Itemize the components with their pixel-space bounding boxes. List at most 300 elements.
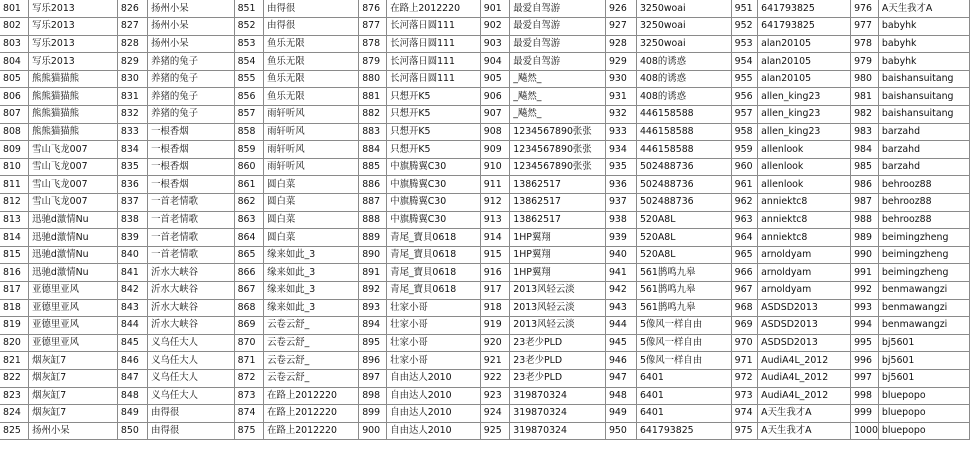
cell-index[interactable]: 931: [605, 88, 636, 106]
cell-index[interactable]: 822: [0, 369, 29, 387]
cell-username[interactable]: anniektc8: [758, 194, 851, 212]
cell-index[interactable]: 848: [117, 387, 147, 405]
cell-username[interactable]: 熊熊猫猫熊: [29, 123, 118, 141]
cell-username[interactable]: 561鹊鸣九皋: [636, 282, 731, 300]
cell-index[interactable]: 830: [117, 70, 147, 88]
cell-username[interactable]: 13862517: [510, 176, 606, 194]
cell-username[interactable]: alan20105: [758, 35, 851, 53]
cell-index[interactable]: 906: [480, 88, 510, 106]
cell-index[interactable]: 839: [117, 229, 147, 247]
cell-index[interactable]: 998: [851, 387, 879, 405]
cell-index[interactable]: 866: [234, 264, 264, 282]
cell-username[interactable]: 扬州小呆: [29, 422, 118, 440]
cell-username[interactable]: 中旗腾翼C30: [387, 194, 481, 212]
cell-username[interactable]: 鱼乐无限: [264, 70, 359, 88]
cell-index[interactable]: 954: [731, 53, 758, 71]
cell-index[interactable]: 925: [480, 422, 510, 440]
cell-index[interactable]: 993: [851, 299, 879, 317]
cell-index[interactable]: 860: [234, 158, 264, 176]
cell-username[interactable]: beimingzheng: [878, 229, 969, 247]
cell-index[interactable]: 831: [117, 88, 147, 106]
cell-username[interactable]: 沂水大峡谷: [148, 317, 234, 335]
cell-username[interactable]: 义乌任大人: [148, 334, 234, 352]
cell-username[interactable]: 5像风一样自由: [636, 352, 731, 370]
cell-username[interactable]: 只想开K5: [387, 123, 481, 141]
cell-username[interactable]: 408的诱惑: [636, 53, 731, 71]
cell-index[interactable]: 858: [234, 123, 264, 141]
cell-index[interactable]: 820: [0, 334, 29, 352]
cell-username[interactable]: 义乌任大人: [148, 369, 234, 387]
cell-index[interactable]: 804: [0, 53, 29, 71]
cell-username[interactable]: 鱼乐无限: [264, 88, 359, 106]
cell-index[interactable]: 852: [234, 18, 264, 36]
cell-username[interactable]: 最爱自驾游: [510, 0, 606, 18]
cell-index[interactable]: 915: [480, 246, 510, 264]
cell-index[interactable]: 913: [480, 211, 510, 229]
cell-username[interactable]: 青尾_寶貝0618: [387, 282, 481, 300]
cell-index[interactable]: 870: [234, 334, 264, 352]
cell-username[interactable]: 13862517: [510, 194, 606, 212]
cell-index[interactable]: 930: [605, 70, 636, 88]
cell-index[interactable]: 838: [117, 211, 147, 229]
cell-index[interactable]: 827: [117, 18, 147, 36]
cell-username[interactable]: 23老少PLD: [510, 334, 606, 352]
cell-username[interactable]: babyhk: [878, 53, 969, 71]
cell-index[interactable]: 871: [234, 352, 264, 370]
cell-index[interactable]: 846: [117, 352, 147, 370]
cell-index[interactable]: 809: [0, 141, 29, 159]
cell-index[interactable]: 917: [480, 282, 510, 300]
cell-username[interactable]: allenlook: [758, 158, 851, 176]
cell-username[interactable]: 烟灰缸7: [29, 387, 118, 405]
cell-username[interactable]: 只想开K5: [387, 141, 481, 159]
cell-username[interactable]: benmawangzi: [878, 317, 969, 335]
cell-username[interactable]: benmawangzi: [878, 299, 969, 317]
cell-index[interactable]: 967: [731, 282, 758, 300]
cell-username[interactable]: 鱼乐无限: [264, 53, 359, 71]
cell-index[interactable]: 916: [480, 264, 510, 282]
cell-username[interactable]: 由得很: [264, 0, 359, 18]
cell-username[interactable]: 扬州小呆: [148, 35, 234, 53]
cell-index[interactable]: 895: [359, 334, 387, 352]
cell-username[interactable]: 3250woai: [636, 18, 731, 36]
cell-username[interactable]: 青尾_寶貝0618: [387, 264, 481, 282]
cell-username[interactable]: anniektc8: [758, 229, 851, 247]
cell-index[interactable]: 880: [359, 70, 387, 88]
cell-username[interactable]: 雨轩听风: [264, 158, 359, 176]
cell-username[interactable]: 只想开K5: [387, 106, 481, 124]
cell-index[interactable]: 851: [234, 0, 264, 18]
cell-index[interactable]: 987: [851, 194, 879, 212]
cell-username[interactable]: anniektc8: [758, 211, 851, 229]
cell-index[interactable]: 964: [731, 229, 758, 247]
cell-username[interactable]: baishansuitang: [878, 106, 969, 124]
cell-username[interactable]: 沂水大峡谷: [148, 264, 234, 282]
cell-username[interactable]: 壮家小哥: [387, 317, 481, 335]
cell-index[interactable]: 909: [480, 141, 510, 159]
cell-username[interactable]: 养猪的兔子: [148, 106, 234, 124]
cell-index[interactable]: 920: [480, 334, 510, 352]
cell-username[interactable]: 502488736: [636, 194, 731, 212]
cell-index[interactable]: 914: [480, 229, 510, 247]
cell-username[interactable]: 写乐2013: [29, 18, 118, 36]
cell-username[interactable]: 长河落日圆111: [387, 35, 481, 53]
cell-username[interactable]: bj5601: [878, 352, 969, 370]
cell-index[interactable]: 966: [731, 264, 758, 282]
cell-username[interactable]: 5像风一样自由: [636, 334, 731, 352]
cell-index[interactable]: 864: [234, 229, 264, 247]
cell-username[interactable]: 烟灰缸7: [29, 405, 118, 423]
cell-username[interactable]: 圆白菜: [264, 229, 359, 247]
cell-username[interactable]: AudiA4L_2012: [758, 369, 851, 387]
cell-index[interactable]: 912: [480, 194, 510, 212]
cell-index[interactable]: 974: [731, 405, 758, 423]
cell-index[interactable]: 908: [480, 123, 510, 141]
cell-index[interactable]: 882: [359, 106, 387, 124]
cell-index[interactable]: 991: [851, 264, 879, 282]
cell-username[interactable]: allenlook: [758, 176, 851, 194]
cell-index[interactable]: 835: [117, 158, 147, 176]
cell-index[interactable]: 889: [359, 229, 387, 247]
cell-index[interactable]: 885: [359, 158, 387, 176]
cell-username[interactable]: 写乐2013: [29, 35, 118, 53]
cell-username[interactable]: 446158588: [636, 123, 731, 141]
cell-username[interactable]: 亚德里亚风: [29, 299, 118, 317]
cell-username[interactable]: ASDSD2013: [758, 317, 851, 335]
cell-username[interactable]: 缘来如此_3: [264, 299, 359, 317]
cell-username[interactable]: alan20105: [758, 53, 851, 71]
cell-index[interactable]: 979: [851, 53, 879, 71]
cell-username[interactable]: 一根香烟: [148, 158, 234, 176]
cell-index[interactable]: 926: [605, 0, 636, 18]
cell-username[interactable]: beimingzheng: [878, 264, 969, 282]
cell-index[interactable]: 919: [480, 317, 510, 335]
cell-username[interactable]: 雪山飞龙007: [29, 176, 118, 194]
cell-username[interactable]: behrooz88: [878, 211, 969, 229]
cell-username[interactable]: 云卷云舒_: [264, 334, 359, 352]
cell-username[interactable]: 缘来如此_3: [264, 282, 359, 300]
cell-index[interactable]: 982: [851, 106, 879, 124]
cell-index[interactable]: 879: [359, 53, 387, 71]
cell-index[interactable]: 891: [359, 264, 387, 282]
cell-username[interactable]: 6401: [636, 369, 731, 387]
cell-index[interactable]: 868: [234, 299, 264, 317]
cell-index[interactable]: 842: [117, 282, 147, 300]
cell-index[interactable]: 921: [480, 352, 510, 370]
cell-username[interactable]: 641793825: [758, 18, 851, 36]
cell-username[interactable]: bj5601: [878, 369, 969, 387]
cell-index[interactable]: 907: [480, 106, 510, 124]
cell-index[interactable]: 869: [234, 317, 264, 335]
cell-index[interactable]: 845: [117, 334, 147, 352]
cell-username[interactable]: 在路上2012220: [264, 405, 359, 423]
cell-index[interactable]: 841: [117, 264, 147, 282]
cell-username[interactable]: 雪山飞龙007: [29, 194, 118, 212]
cell-username[interactable]: 446158588: [636, 106, 731, 124]
cell-index[interactable]: 940: [605, 246, 636, 264]
cell-index[interactable]: 949: [605, 405, 636, 423]
cell-index[interactable]: 877: [359, 18, 387, 36]
cell-index[interactable]: 886: [359, 176, 387, 194]
cell-index[interactable]: 977: [851, 18, 879, 36]
cell-username[interactable]: 408的诱惑: [636, 88, 731, 106]
cell-username[interactable]: 由得很: [264, 18, 359, 36]
cell-index[interactable]: 997: [851, 369, 879, 387]
cell-username[interactable]: 13862517: [510, 211, 606, 229]
cell-index[interactable]: 985: [851, 158, 879, 176]
cell-username[interactable]: 中旗腾翼C30: [387, 176, 481, 194]
cell-index[interactable]: 934: [605, 141, 636, 159]
cell-username[interactable]: barzahd: [878, 158, 969, 176]
cell-username[interactable]: bluepopo: [878, 422, 969, 440]
cell-username[interactable]: 1234567890张张: [510, 141, 606, 159]
cell-username[interactable]: arnoldyam: [758, 282, 851, 300]
cell-username[interactable]: 自由达人2010: [387, 369, 481, 387]
cell-username[interactable]: 云卷云舒_: [264, 352, 359, 370]
cell-username[interactable]: 1234567890张张: [510, 123, 606, 141]
cell-username[interactable]: allen_king23: [758, 106, 851, 124]
cell-index[interactable]: 976: [851, 0, 879, 18]
cell-username[interactable]: 641793825: [636, 422, 731, 440]
cell-index[interactable]: 918: [480, 299, 510, 317]
cell-username[interactable]: baishansuitang: [878, 70, 969, 88]
cell-username[interactable]: 迅驰d激情Nu: [29, 264, 118, 282]
cell-username[interactable]: 云卷云舒_: [264, 369, 359, 387]
cell-index[interactable]: 943: [605, 299, 636, 317]
cell-username[interactable]: _飚然_: [510, 106, 606, 124]
cell-index[interactable]: 951: [731, 0, 758, 18]
cell-index[interactable]: 884: [359, 141, 387, 159]
cell-index[interactable]: 865: [234, 246, 264, 264]
cell-username[interactable]: 561鹊鸣九皋: [636, 264, 731, 282]
cell-index[interactable]: 936: [605, 176, 636, 194]
cell-index[interactable]: 945: [605, 334, 636, 352]
cell-index[interactable]: 828: [117, 35, 147, 53]
cell-index[interactable]: 894: [359, 317, 387, 335]
cell-username[interactable]: 在路上2012220: [387, 0, 481, 18]
cell-username[interactable]: 长河落日圆111: [387, 53, 481, 71]
cell-index[interactable]: 996: [851, 352, 879, 370]
cell-index[interactable]: 810: [0, 158, 29, 176]
cell-username[interactable]: 520A8L: [636, 246, 731, 264]
cell-index[interactable]: 999: [851, 405, 879, 423]
cell-username[interactable]: 一首老情歌: [148, 211, 234, 229]
cell-index[interactable]: 973: [731, 387, 758, 405]
cell-index[interactable]: 901: [480, 0, 510, 18]
cell-index[interactable]: 1000: [851, 422, 879, 440]
cell-index[interactable]: 902: [480, 18, 510, 36]
cell-username[interactable]: 由得很: [148, 422, 234, 440]
cell-username[interactable]: 亚德里亚风: [29, 282, 118, 300]
cell-username[interactable]: 最爱自驾游: [510, 53, 606, 71]
cell-index[interactable]: 972: [731, 369, 758, 387]
cell-username[interactable]: bluepopo: [878, 405, 969, 423]
cell-username[interactable]: 沂水大峡谷: [148, 282, 234, 300]
cell-username[interactable]: allen_king23: [758, 123, 851, 141]
cell-username[interactable]: ASDSD2013: [758, 299, 851, 317]
cell-username[interactable]: arnoldyam: [758, 264, 851, 282]
cell-index[interactable]: 872: [234, 369, 264, 387]
cell-username[interactable]: 2013风轻云淡: [510, 299, 606, 317]
cell-username[interactable]: 一根香烟: [148, 123, 234, 141]
cell-index[interactable]: 823: [0, 387, 29, 405]
cell-index[interactable]: 802: [0, 18, 29, 36]
cell-index[interactable]: 942: [605, 282, 636, 300]
cell-index[interactable]: 873: [234, 387, 264, 405]
cell-index[interactable]: 903: [480, 35, 510, 53]
cell-username[interactable]: 2013风轻云淡: [510, 317, 606, 335]
cell-index[interactable]: 927: [605, 18, 636, 36]
cell-username[interactable]: 23老少PLD: [510, 352, 606, 370]
cell-index[interactable]: 811: [0, 176, 29, 194]
cell-username[interactable]: 自由达人2010: [387, 422, 481, 440]
cell-index[interactable]: 812: [0, 194, 29, 212]
cell-username[interactable]: 鱼乐无限: [264, 35, 359, 53]
cell-index[interactable]: 857: [234, 106, 264, 124]
cell-index[interactable]: 881: [359, 88, 387, 106]
cell-username[interactable]: 雨轩听风: [264, 141, 359, 159]
cell-index[interactable]: 956: [731, 88, 758, 106]
cell-username[interactable]: 502488736: [636, 158, 731, 176]
cell-username[interactable]: 壮家小哥: [387, 299, 481, 317]
cell-index[interactable]: 970: [731, 334, 758, 352]
cell-index[interactable]: 958: [731, 123, 758, 141]
cell-username[interactable]: 6401: [636, 405, 731, 423]
cell-username[interactable]: 502488736: [636, 176, 731, 194]
cell-index[interactable]: 807: [0, 106, 29, 124]
cell-index[interactable]: 850: [117, 422, 147, 440]
cell-index[interactable]: 890: [359, 246, 387, 264]
cell-username[interactable]: 561鹊鸣九皋: [636, 299, 731, 317]
cell-username[interactable]: 义乌任大人: [148, 352, 234, 370]
cell-username[interactable]: allenlook: [758, 141, 851, 159]
cell-index[interactable]: 829: [117, 53, 147, 71]
cell-username[interactable]: 408的诱惑: [636, 70, 731, 88]
cell-username[interactable]: bluepopo: [878, 387, 969, 405]
cell-username[interactable]: 缘来如此_3: [264, 264, 359, 282]
cell-index[interactable]: 981: [851, 88, 879, 106]
cell-index[interactable]: 861: [234, 176, 264, 194]
cell-username[interactable]: 1HP翼翔: [510, 264, 606, 282]
cell-index[interactable]: 843: [117, 299, 147, 317]
cell-username[interactable]: 一根香烟: [148, 141, 234, 159]
cell-username[interactable]: behrooz88: [878, 194, 969, 212]
cell-index[interactable]: 935: [605, 158, 636, 176]
cell-index[interactable]: 836: [117, 176, 147, 194]
cell-username[interactable]: 6401: [636, 387, 731, 405]
cell-username[interactable]: barzahd: [878, 141, 969, 159]
cell-index[interactable]: 968: [731, 299, 758, 317]
cell-index[interactable]: 803: [0, 35, 29, 53]
cell-index[interactable]: 961: [731, 176, 758, 194]
cell-index[interactable]: 837: [117, 194, 147, 212]
cell-username[interactable]: 烟灰缸7: [29, 352, 118, 370]
cell-username[interactable]: 由得很: [148, 405, 234, 423]
cell-index[interactable]: 805: [0, 70, 29, 88]
cell-index[interactable]: 824: [0, 405, 29, 423]
cell-username[interactable]: AudiA4L_2012: [758, 352, 851, 370]
cell-username[interactable]: 雨轩听风: [264, 106, 359, 124]
cell-index[interactable]: 984: [851, 141, 879, 159]
cell-username[interactable]: baishansuitang: [878, 88, 969, 106]
cell-username[interactable]: 烟灰缸7: [29, 369, 118, 387]
cell-index[interactable]: 955: [731, 70, 758, 88]
cell-index[interactable]: 825: [0, 422, 29, 440]
cell-index[interactable]: 876: [359, 0, 387, 18]
cell-index[interactable]: 821: [0, 352, 29, 370]
cell-username[interactable]: 壮家小哥: [387, 334, 481, 352]
cell-username[interactable]: behrooz88: [878, 176, 969, 194]
cell-username[interactable]: 一根香烟: [148, 176, 234, 194]
cell-index[interactable]: 950: [605, 422, 636, 440]
cell-username[interactable]: 一首老情歌: [148, 194, 234, 212]
cell-username[interactable]: 写乐2013: [29, 53, 118, 71]
cell-index[interactable]: 953: [731, 35, 758, 53]
cell-username[interactable]: 3250woai: [636, 0, 731, 18]
cell-index[interactable]: 900: [359, 422, 387, 440]
cell-username[interactable]: 熊熊猫猫熊: [29, 70, 118, 88]
cell-index[interactable]: 853: [234, 35, 264, 53]
cell-index[interactable]: 905: [480, 70, 510, 88]
cell-username[interactable]: 641793825: [758, 0, 851, 18]
cell-username[interactable]: 2013风轻云淡: [510, 282, 606, 300]
cell-index[interactable]: 952: [731, 18, 758, 36]
cell-index[interactable]: 893: [359, 299, 387, 317]
cell-username[interactable]: A天生我才A: [758, 405, 851, 423]
cell-index[interactable]: 898: [359, 387, 387, 405]
cell-username[interactable]: 养猪的兔子: [148, 70, 234, 88]
cell-username[interactable]: 养猪的兔子: [148, 53, 234, 71]
cell-index[interactable]: 892: [359, 282, 387, 300]
cell-username[interactable]: bj5601: [878, 334, 969, 352]
cell-username[interactable]: 云卷云舒_: [264, 317, 359, 335]
cell-username[interactable]: 319870324: [510, 387, 606, 405]
cell-index[interactable]: 844: [117, 317, 147, 335]
cell-index[interactable]: 994: [851, 317, 879, 335]
cell-index[interactable]: 904: [480, 53, 510, 71]
cell-index[interactable]: 899: [359, 405, 387, 423]
cell-index[interactable]: 995: [851, 334, 879, 352]
cell-username[interactable]: 在路上2012220: [264, 387, 359, 405]
cell-username[interactable]: beimingzheng: [878, 246, 969, 264]
cell-username[interactable]: 23老少PLD: [510, 369, 606, 387]
cell-index[interactable]: 963: [731, 211, 758, 229]
cell-index[interactable]: 840: [117, 246, 147, 264]
cell-username[interactable]: 只想开K5: [387, 88, 481, 106]
cell-username[interactable]: 青尾_寶貝0618: [387, 229, 481, 247]
cell-index[interactable]: 826: [117, 0, 147, 18]
cell-index[interactable]: 911: [480, 176, 510, 194]
cell-index[interactable]: 957: [731, 106, 758, 124]
cell-username[interactable]: 扬州小呆: [148, 18, 234, 36]
cell-username[interactable]: 迅驰d激情Nu: [29, 211, 118, 229]
cell-username[interactable]: 中旗腾翼C30: [387, 211, 481, 229]
cell-index[interactable]: 983: [851, 123, 879, 141]
cell-username[interactable]: 长河落日圆111: [387, 70, 481, 88]
cell-index[interactable]: 986: [851, 176, 879, 194]
cell-index[interactable]: 922: [480, 369, 510, 387]
cell-username[interactable]: allen_king23: [758, 88, 851, 106]
cell-username[interactable]: 沂水大峡谷: [148, 299, 234, 317]
cell-username[interactable]: _飚然_: [510, 70, 606, 88]
cell-username[interactable]: 自由达人2010: [387, 405, 481, 423]
cell-index[interactable]: 980: [851, 70, 879, 88]
cell-username[interactable]: 雨轩听风: [264, 123, 359, 141]
cell-index[interactable]: 946: [605, 352, 636, 370]
cell-index[interactable]: 965: [731, 246, 758, 264]
cell-username[interactable]: 熊熊猫猫熊: [29, 106, 118, 124]
cell-username[interactable]: 319870324: [510, 422, 606, 440]
